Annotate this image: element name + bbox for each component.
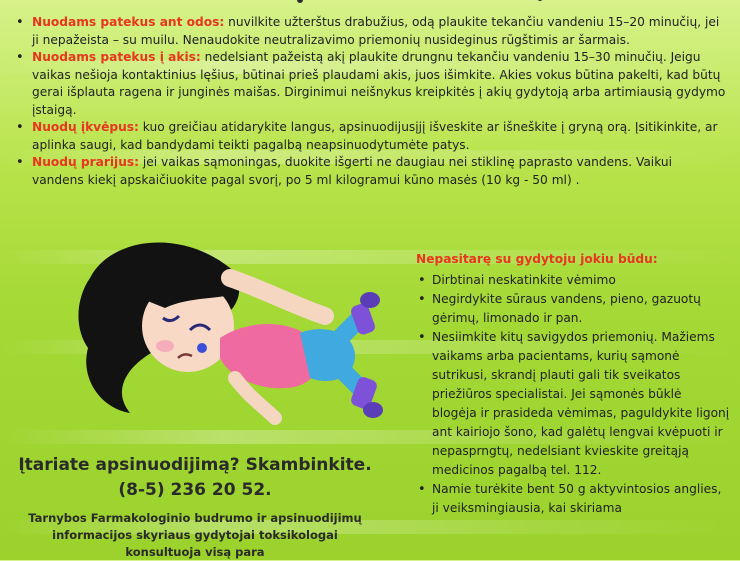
warning-item: • Namie turėkite bent 50 g aktyvintosios anglies, ji veiksmingiausia, kai skiriama xyxy=(412,480,730,518)
phone-number[interactable]: (8-5) 236 20 52. xyxy=(118,480,272,500)
lead-inhaled: Nuodų įkvėpus: xyxy=(32,120,139,134)
lying-girl-illustration xyxy=(70,238,410,448)
text-eyes: nedelsiant pažeistą akį plaukite drungnu tekančiu vandeniu 15–30 minučių. Jeigu vaikas nešioja kontaktinius lęšius, būtinai prieš plaudami akis, juos išimkite. Akies vokus būtina pakelti, kad būtų gerai išplauta ragena ir junginės maišas. Dirginimui neišnykus kreipkitės į akių gydytoją arba artimiausią gydymo įstaigą. xyxy=(32,50,726,117)
title-fragment-shape xyxy=(150,0,560,8)
text-inhaled: kuo greičiau atidarykite langus, apsinuodijusįjį išveskite ar išneškite į gryną orą. Įsitikinkite, ar aplinka saugi, kad bandydami teikti pagalbą neapsinuodytumėte patys. xyxy=(32,120,718,152)
warning-title: Nepasitarę su gydytoju jokiu būdu: xyxy=(416,252,658,266)
warning-item: • Dirbtinai neskatinkite vėmimo xyxy=(412,271,730,290)
list-item-inhaled xyxy=(14,119,726,154)
lead-swallowed: Nuodų prarijus: xyxy=(32,155,140,169)
first-aid-list xyxy=(14,14,726,189)
warning-list xyxy=(412,271,730,518)
text-skin: nuvilkite užterštus drabužius, odą plaukite tekančiu vandeniu 15–20 minučių, jei ji nepažeista – su muilu. Nenaudokite neutralizavimo priemonių nusideginus rūgštimis ar šarmais. xyxy=(32,15,720,47)
lead-skin: Nuodams patekus ant odos: xyxy=(32,15,225,29)
text-swallowed: jei vaikas sąmoningas, duokite išgerti ne daugiau nei stiklinę paprasto vandens. Vaikui vandens kiekį apskaičiuokite pagal svorį, po 5 ml kilogramui kūno masės (10 kg - 50 ml) . xyxy=(32,155,672,187)
list-item-skin xyxy=(14,14,726,49)
warning-box xyxy=(412,250,730,518)
list-item-eyes xyxy=(14,49,726,119)
list-item-swallowed xyxy=(14,154,726,189)
title-fragment xyxy=(150,0,560,8)
service-description: Tarnybos Farmakologinio budrumo ir apsinuodijimų informacijos skyriaus gydytojai toksikologai konsultuoja visą para xyxy=(28,511,362,559)
warning-item: • Nesiimkite kitų savigydos priemonių. Mažiems vaikams arba pacientams, kurių sąmonė sutrikusi, skrandį plauti gali tik sveikatos priežiūros specialistai. Jei sąmonės būklė blogėja ir prasideda vėmimas, paguldykite ligonį ant kairiojo šono, kad galėtų lengvai kvėpuoti ir nepasprngtų, nedelsiant kvieskite greitąją medicinos pagalbą tel. 112. xyxy=(412,328,730,480)
warning-item: • Negirdykite sūraus vandens, pieno, gazuotų gėrimų, limonado ir pan. xyxy=(412,290,730,328)
lead-eyes: Nuodams patekus į akis: xyxy=(32,50,201,64)
call-prompt: Įtariate apsinuodijimą? Skambinkite. xyxy=(18,455,372,475)
